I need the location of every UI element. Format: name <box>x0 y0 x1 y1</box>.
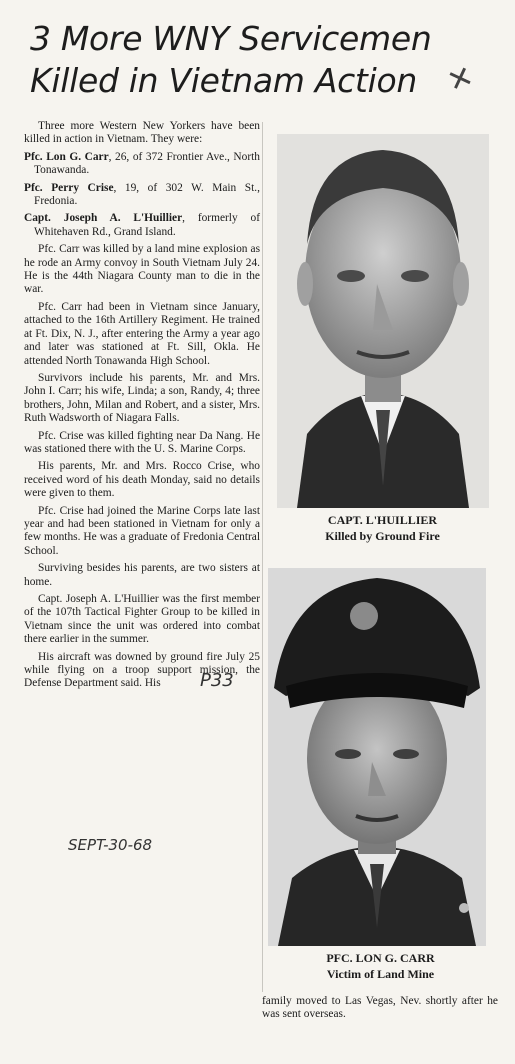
article-continuation: family moved to Las Vegas, Nev. shortly after he was sent overseas. <box>262 995 498 1021</box>
article-body <box>24 120 260 695</box>
article-paragraph: Pfc. Crise had joined the Marine Corps late last year and had been stationed in Vietnam for only a few months. He was a graduate of Fredonia Central School. <box>24 504 260 557</box>
caption-name: PFC. LON G. CARR <box>326 951 435 965</box>
portrait-lhuillier <box>277 134 489 508</box>
casualty-name: Perry Crise <box>51 181 114 194</box>
casualty-detail: , 26, of 372 Frontier Ave., North Tonawanda. <box>34 150 260 177</box>
casualty-name: Lon G. Carr <box>46 150 109 163</box>
article-paragraph: His aircraft was downed by ground fire July 25 while flying on a troop support mission, the Defense Department said. His <box>24 650 260 690</box>
handwritten-corner-mark: ✕ <box>442 58 479 101</box>
casualty-crise <box>24 182 260 209</box>
portrait-carr-image <box>268 568 486 946</box>
casualty-carr <box>24 151 260 178</box>
portrait-lhuillier-image <box>277 134 489 508</box>
article-paragraph: Survivors include his parents, Mr. and Mrs. John I. Carr; his wife, Linda; a son, Randy, 4; three brothers, John, Milan and Robert, and a sister, Mrs. Ruth Wadsworth of Niagara Falls. <box>24 371 260 425</box>
casualty-detail: , 19, of 302 W. Main St., Fredonia. <box>34 181 260 208</box>
caption-carr <box>268 950 493 982</box>
caption-subtitle: Victim of Land Mine <box>326 967 435 981</box>
article-paragraph: Surviving besides his parents, are two sisters at home. <box>24 562 260 588</box>
caption-subtitle: Killed by Ground Fire <box>325 529 440 543</box>
article-paragraph: Pfc. Crise was killed fighting near Da Nang. He was stationed there with the U. S. Marine Corps. <box>24 429 260 455</box>
handwritten-date-note: SEPT-30-68 <box>68 836 153 854</box>
column-divider <box>262 122 263 992</box>
casualty-detail: , formerly of Whitehaven Rd., Grand Island. <box>34 212 260 238</box>
headline: 3 More WNY Servicemen Killed in Vietnam Action <box>30 19 432 100</box>
caption-name: CAPT. L'HUILLIER <box>327 513 438 527</box>
article-paragraph: Capt. Joseph A. L'Huillier was the first member of the 107th Tactical Fighter Group to be killed in Vietnam since the unit was ordered into combat there earlier in the summer. <box>24 593 260 646</box>
handwritten-page-note: P33 <box>200 670 234 691</box>
article-paragraph: Pfc. Carr was killed by a land mine explosion as he rode an Army convoy in South Vietnam July 24. He is the 44th Niagara County man to die in the war. <box>24 243 260 296</box>
caption-lhuillier <box>270 512 495 544</box>
rank: Pfc. <box>24 181 43 194</box>
article-paragraph: Pfc. Carr had been in Vietnam since January, attached to the 16th Artillery Regiment. He trained at Ft. Dix, N. J., after entering the Army a year ago and later was stationed at Ft. Sill, Okla. He attended North Tonawanda High School. <box>24 300 260 367</box>
rank: Capt. <box>24 212 51 225</box>
rank: Pfc. <box>24 150 43 163</box>
casualty-name: Joseph A. L'Huillier <box>63 212 183 225</box>
article-paragraph: His parents, Mr. and Mrs. Rocco Crise, who received word of his death Monday, said no details were given to them. <box>24 460 260 500</box>
article-intro: Three more Western New Yorkers have been killed in action in Vietnam. They were: <box>24 120 260 146</box>
portrait-carr <box>268 568 486 946</box>
casualty-lhuillier <box>24 212 260 239</box>
